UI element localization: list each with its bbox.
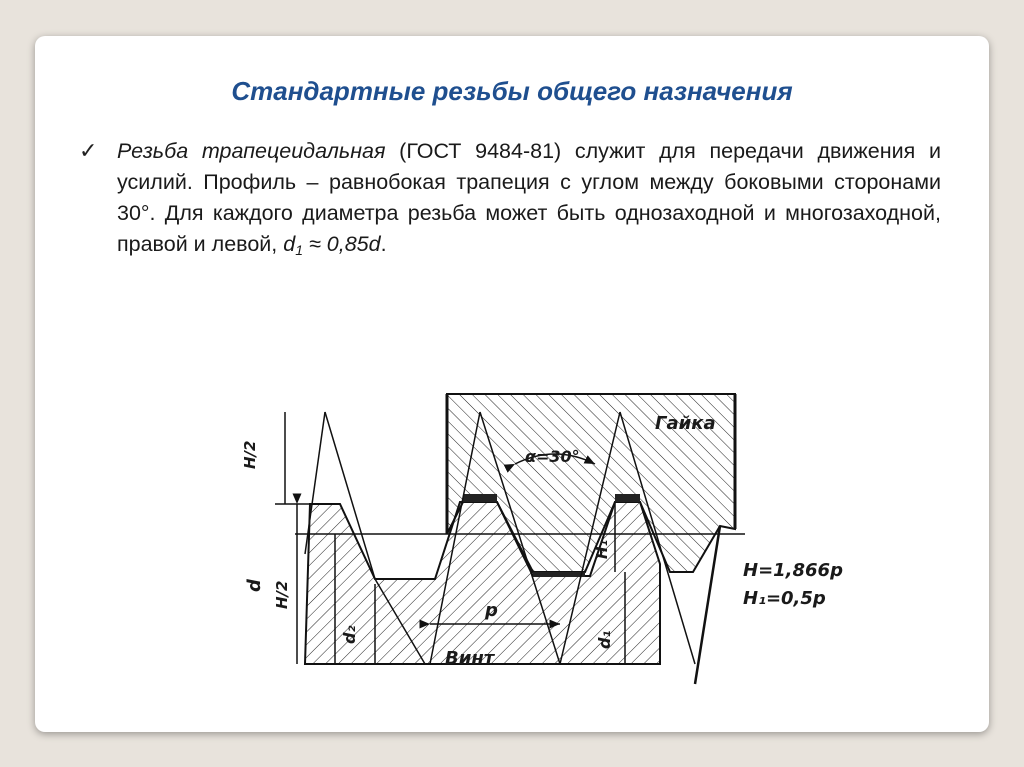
slide — [35, 36, 989, 732]
formula-h1: H₁=0,5p — [743, 588, 826, 609]
bullet-body: (ГОСТ 9484-81) служит для передачи движения и усилий. Профиль – равнобокая трапеция с углом между боковыми сторонами 30°. Для каждого диаметра резьба может быть однозаходной и многозаходной, правой и левой, — [117, 139, 941, 256]
screw-label: Винт — [445, 648, 495, 669]
formula-h: H=1,866p — [743, 560, 843, 581]
angle-label: α=30° — [525, 447, 580, 466]
pitch-label: p — [485, 600, 498, 621]
nut-crest-flat — [463, 494, 497, 502]
thread-profile-diagram — [215, 354, 843, 694]
bullet-item — [79, 136, 941, 266]
checkmark-icon: ✓ — [79, 138, 98, 163]
dim-d: d — [244, 579, 265, 592]
dim-d2: d₂ — [340, 625, 359, 644]
nut-crest-flat-2 — [615, 494, 640, 502]
formula-rest: ≈ 0,85d — [309, 232, 381, 256]
bullet-end: . — [380, 232, 387, 256]
term-emphasis: Резьба трапецеидальная — [117, 139, 386, 163]
formula-sub: 1 — [295, 242, 304, 258]
dim-d1: d₁ — [595, 630, 614, 649]
dim-h2-bottom: H/2 — [273, 580, 291, 609]
dim-h1: H₁ — [593, 539, 611, 559]
bullet-text — [117, 136, 941, 266]
dim-h2-top: H/2 — [241, 440, 259, 469]
screw-root-flat — [533, 572, 585, 577]
nut-label: Гайка — [655, 413, 716, 434]
slide-title: Стандартные резьбы общего назначения — [231, 76, 793, 106]
formula-var: d — [283, 232, 296, 256]
